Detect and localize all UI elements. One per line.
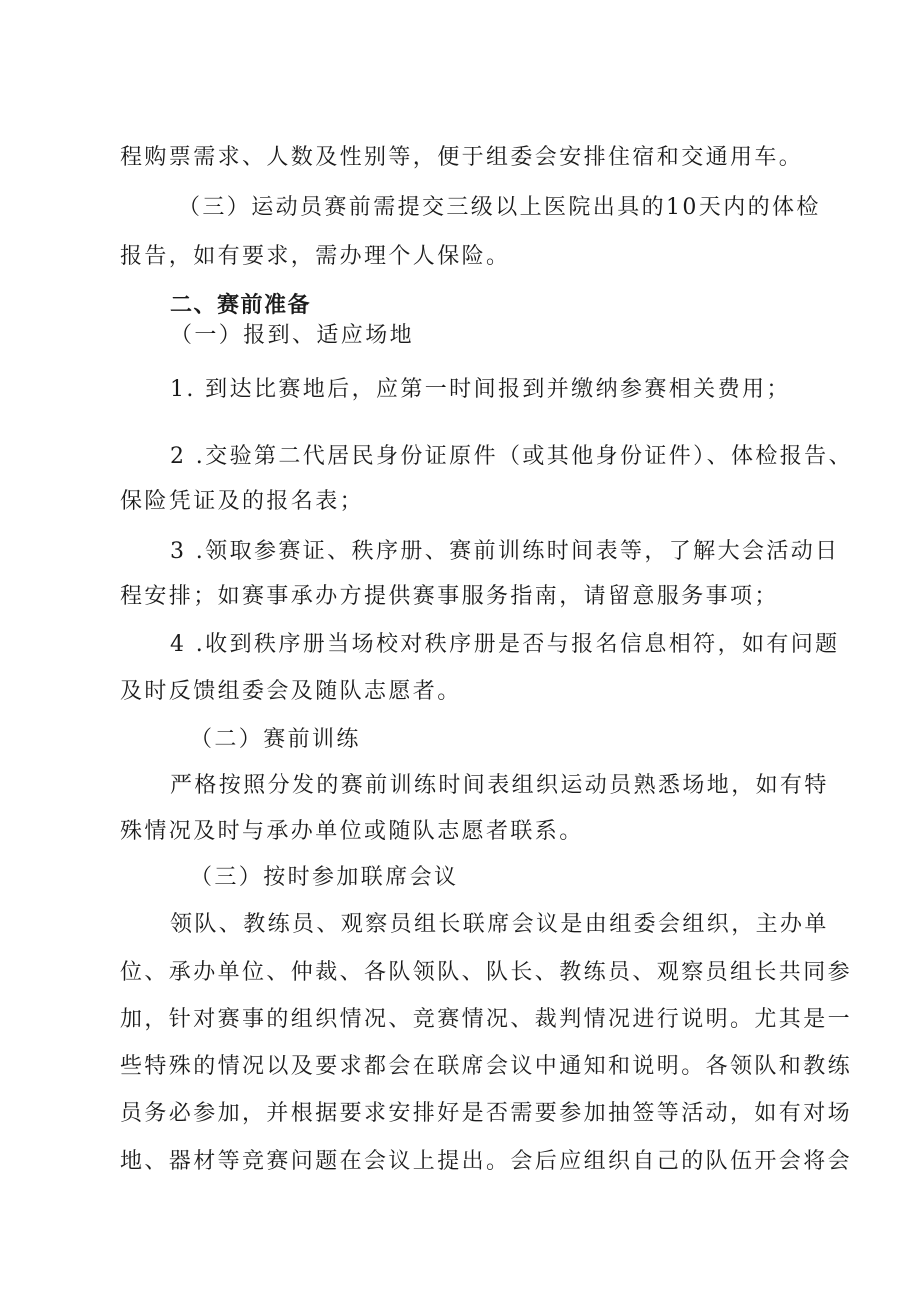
item-3-line-2: 报告，如有要求，需办理个人保险。 <box>120 244 511 269</box>
step-3-line-2: 程安排；如赛事承办方提供赛事服务指南，请留意服务事项； <box>120 584 779 609</box>
step-2-line-1: 2 .交验第二代居民身份证原件（或其他身份证件）、体检报告、 <box>170 444 853 469</box>
subsection-3-line-3: 加，针对赛事的组织情况、竞赛情况、裁判情况进行说明。尤其是一 <box>120 1007 853 1032</box>
subsection-3-line-6: 地、器材等竞赛问题在会议上提出。会后应组织自己的队伍开会将会 <box>120 1149 853 1174</box>
subsection-1-title: （一）报到、适应场地 <box>170 323 415 348</box>
step-4-line-2: 及时反馈组委会及随队志愿者。 <box>120 679 462 704</box>
subsection-3-line-2: 位、承办单位、仲裁、各队领队、队长、教练员、观察员组长共同参 <box>120 960 853 985</box>
step-1: 1. 到达比赛地后，应第一时间报到并缴纳参赛相关费用； <box>170 377 791 402</box>
subsection-3-line-5: 员务必参加，并根据要求安排好是否需要参加抽签等活动，如有对场 <box>120 1101 853 1126</box>
step-3-line-1: 3 .领取参赛证、秩序册、赛前训练时间表等，了解大会活动日 <box>170 539 840 564</box>
step-2-line-2: 保险凭证及的报名表； <box>120 489 365 514</box>
section-2-title: 二、赛前准备 <box>170 293 312 318</box>
step-4-line-1: 4 .收到秩序册当场校对秩序册是否与报名信息相符，如有问题 <box>170 632 840 657</box>
subsection-2-line-2: 殊情况及时与承办单位或随队志愿者联系。 <box>120 819 584 844</box>
subsection-2-line-1: 严格按照分发的赛前训练时间表组织运动员熟悉场地，如有特 <box>170 773 829 798</box>
paragraph-intro-tail: 程购票需求、人数及性别等，便于组委会安排住宿和交通用车。 <box>120 145 804 170</box>
subsection-3-line-4: 些特殊的情况以及要求都会在联席会议中通知和说明。各领队和教练 <box>120 1054 853 1079</box>
subsection-2-title: （二）赛前训练 <box>190 727 361 752</box>
subsection-3-line-1: 领队、教练员、观察员组长联席会议是由组委会组织，主办单 <box>170 912 829 937</box>
subsection-3-title: （三）按时参加联席会议 <box>190 865 459 890</box>
item-3-line-1: （三）运动员赛前需提交三级以上医院出具的10天内的体检 <box>178 195 821 220</box>
